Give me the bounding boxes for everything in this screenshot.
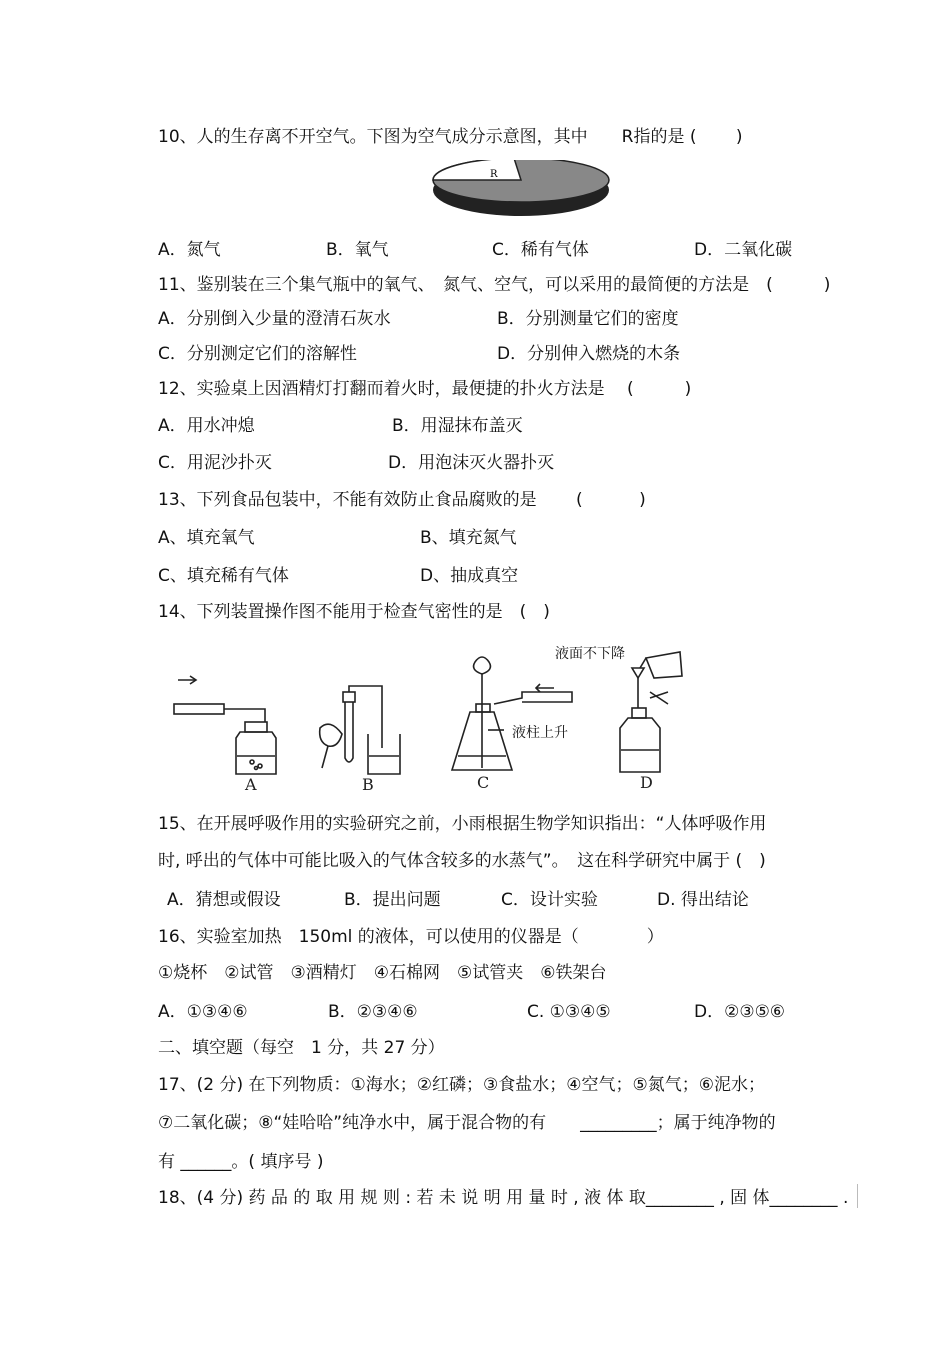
q17-line3: 有 ______。( 填序号 ) xyxy=(158,1152,324,1172)
q12-stem: 12、实验桌上因酒精灯打翻而着火时，最便捷的扑火方法是 ( ) xyxy=(158,379,692,399)
apparatus-b xyxy=(320,686,400,794)
q11-option-a: A．分别倒入少量的澄清石灰水 xyxy=(158,309,391,329)
q10-option-d: D．二氧化碳 xyxy=(694,240,793,260)
q12-option-b: B．用湿抹布盖灭 xyxy=(392,416,523,436)
q15-stem-line1: 15、在开展呼吸作用的实验研究之前，小雨根据生物学知识指出：“人体呼吸作用 xyxy=(158,814,767,834)
q11-option-b: B．分别测量它们的密度 xyxy=(497,309,679,329)
q16-stem: 16、实验室加热 150ml 的液体，可以使用的仪器是（ ） xyxy=(158,927,664,947)
section-heading-fill-in: 二、填空题（每空 1 分，共 27 分） xyxy=(158,1038,445,1058)
q16-option-d: D．②③⑤⑥ xyxy=(694,1002,786,1022)
q15-option-a: A．猜想或假设 xyxy=(167,890,281,910)
apparatus-a xyxy=(174,676,276,794)
q18-line1: 18、(4 分) 药 品 的 取 用 规 则 : 若 未 说 明 用 量 时 , 液 体 取________ , 固 体________ . xyxy=(158,1188,849,1208)
q16-option-a: A．①③④⑥ xyxy=(158,1002,248,1022)
label-a: A xyxy=(245,775,257,794)
q14-stem: 14、下列装置操作图不能用于检查气密性的是 ( ) xyxy=(158,602,550,622)
q13-option-a: A、填充氧气 xyxy=(158,528,255,548)
q12-option-d: D．用泡沫灭火器扑灭 xyxy=(388,453,555,473)
q17-line1: 17、(2 分) 在下列物质：①海水；②红磷；③食盐水；④空气；⑤氮气；⑥泥水； xyxy=(158,1075,765,1095)
q10-option-b: B．氧气 xyxy=(326,240,389,260)
q10-option-a: A．氮气 xyxy=(158,240,221,260)
q16-option-c: C. ①③④⑤ xyxy=(527,1002,611,1022)
label-c: C xyxy=(477,773,490,792)
q17-line2: ⑦二氧化碳；⑧“娃哈哈”纯净水中，属于混合物的有 _________；属于纯净物的 xyxy=(158,1113,776,1133)
q13-option-c: C、填充稀有气体 xyxy=(158,566,289,586)
q12-option-a: A．用水冲熄 xyxy=(158,416,255,436)
page-edge-mark xyxy=(857,1184,858,1208)
q13-option-d: D、抽成真空 xyxy=(420,566,519,586)
q11-option-d: D．分别伸入燃烧的木条 xyxy=(497,344,681,364)
q15-stem-line2: 时, 呼出的气体中可能比吸入的气体含较多的水蒸气”。 这在科学研究中属于 ( ) xyxy=(158,851,766,871)
label-d: D xyxy=(640,773,653,792)
q12-option-c: C．用泥沙扑灭 xyxy=(158,453,272,473)
q16-option-b: B．②③④⑥ xyxy=(328,1002,418,1022)
q15-option-c: C．设计实验 xyxy=(501,890,598,910)
label-b: B xyxy=(362,775,374,794)
q10-stem: 10、人的生存离不开空气。下图为空气成分示意图，其中 R指的是 ( ) xyxy=(158,127,743,147)
q11-option-c: C．分别测定它们的溶解性 xyxy=(158,344,357,364)
q13-option-b: B、填充氮气 xyxy=(420,528,517,548)
air-composition-pie xyxy=(430,160,612,222)
q11-stem: 11、鉴别装在三个集气瓶中的氧气、 氮气、空气，可以采用的最简便的方法是 ( ) xyxy=(158,275,831,295)
q15-option-b: B．提出问题 xyxy=(344,890,441,910)
apparatus-d xyxy=(620,652,682,792)
q13-stem: 13、下列食品包装中，不能有效防止食品腐败的是 ( ) xyxy=(158,490,646,510)
q10-option-c: C．稀有气体 xyxy=(492,240,589,260)
q16-items: ①烧杯 ②试管 ③酒精灯 ④石棉网 ⑤试管夹 ⑥铁架台 xyxy=(158,963,607,983)
q15-option-d: D. 得出结论 xyxy=(657,890,749,910)
note-level-no-drop: 液面不下降 xyxy=(555,646,625,662)
note-column-rise: 液柱上升 xyxy=(512,725,568,741)
pie-label-r: R xyxy=(490,169,498,180)
